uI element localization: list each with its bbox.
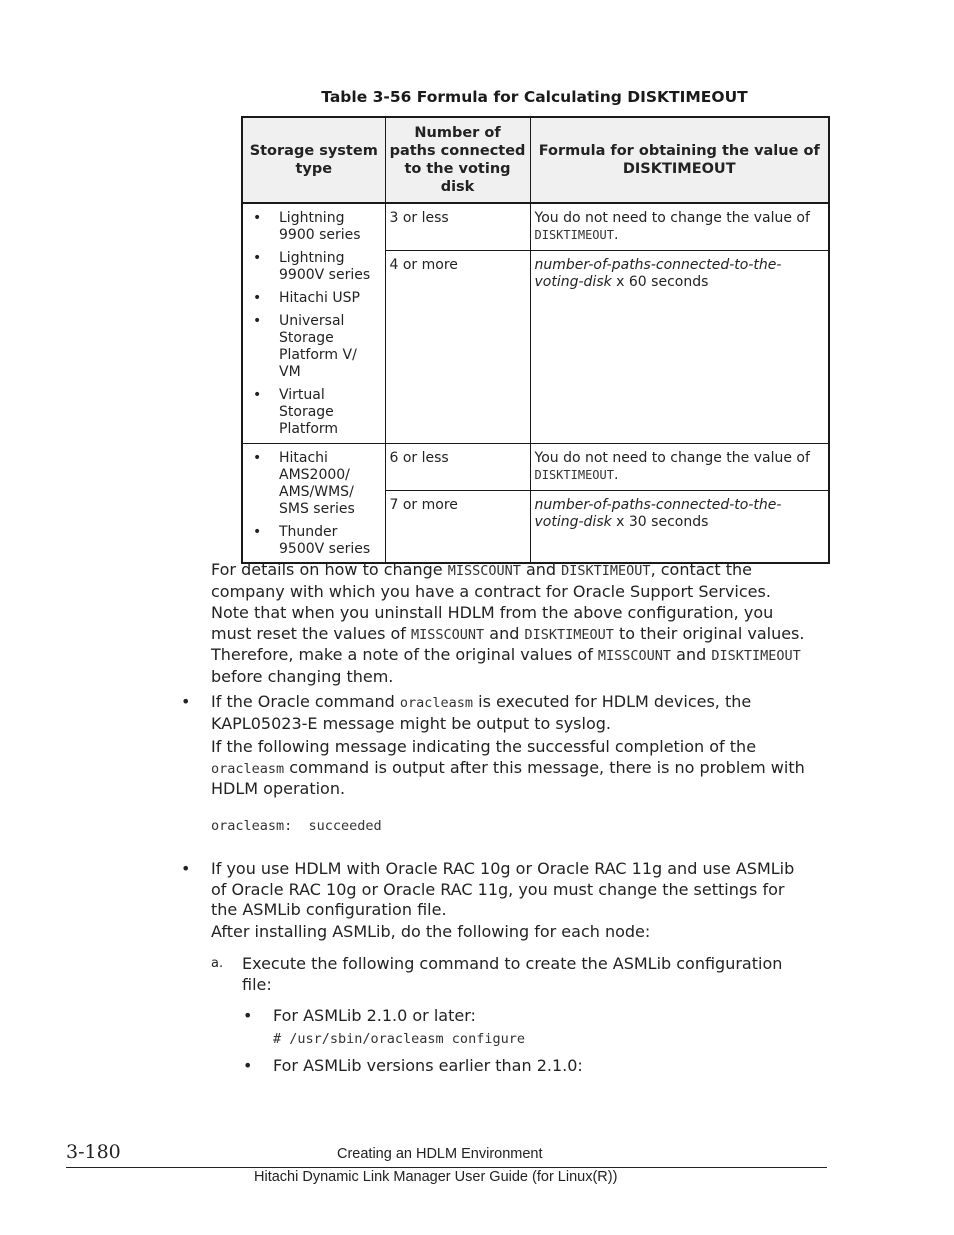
formula-end: . bbox=[613, 466, 619, 483]
bullet-marker: • bbox=[181, 692, 191, 711]
code-oracleasm: oracleasm bbox=[399, 695, 474, 711]
bullet-marker: • bbox=[181, 859, 191, 878]
disktimeout-formula-table bbox=[241, 116, 830, 564]
text: before changing them. bbox=[211, 666, 394, 686]
footer-title: Hitachi Dynamic Link Manager User Guide (for Linux(R)) bbox=[254, 1169, 618, 1185]
text: Note that when you uninstall HDLM from the above configuration, you must reset the values of bbox=[211, 603, 774, 643]
paths-cell: 6 or less bbox=[385, 443, 530, 490]
text: After installing ASMLib, do the following for each node: bbox=[211, 922, 651, 941]
storage-types-cell bbox=[242, 203, 385, 443]
text: and bbox=[671, 645, 712, 664]
text: to their original values. Therefore, make a note of the original values of bbox=[211, 623, 805, 664]
formula-text: x 60 seconds bbox=[611, 273, 709, 290]
list-item: • Lightning 9900 series bbox=[249, 210, 383, 244]
header-storage-type: Storage system type bbox=[242, 117, 385, 203]
code-oracleasm: oracleasm bbox=[211, 760, 285, 777]
paragraph-uninstall-note bbox=[211, 603, 811, 687]
code-disktimeout: DISKTIMEOUT bbox=[711, 648, 801, 664]
page-number: 3-180 bbox=[66, 1141, 121, 1163]
code-disktimeout: DISKTIMEOUT bbox=[561, 563, 651, 579]
table-row bbox=[242, 203, 829, 250]
text: command is output after this message, there is no problem with HDLM operation. bbox=[211, 757, 805, 798]
sub-bullet-asmlib-new bbox=[273, 1006, 813, 1027]
formula-text: You do not need to change the value of bbox=[534, 210, 810, 226]
formula-cell bbox=[530, 443, 829, 490]
storage-types-list bbox=[249, 210, 383, 438]
bullet-oracleasm bbox=[211, 692, 811, 734]
formula-cell bbox=[530, 203, 829, 250]
list-item: • Virtual Storage Platform bbox=[249, 387, 383, 438]
paths-cell: 4 or more bbox=[385, 250, 530, 443]
text: For ASMLib 2.1.0 or later: bbox=[273, 1006, 476, 1025]
sub-bullet-asmlib-old bbox=[273, 1056, 813, 1077]
bullet-asmlib bbox=[211, 859, 811, 921]
code-misscount: MISSCOUNT bbox=[447, 563, 521, 579]
footer-divider bbox=[66, 1167, 827, 1168]
table-caption: Table 3-56 Formula for Calculating DISKTIMEOUT bbox=[321, 88, 748, 106]
text: and bbox=[484, 623, 525, 643]
paragraph-success-message bbox=[211, 737, 811, 800]
text: For details on how to change bbox=[211, 560, 448, 579]
formula-text: You do not need to change the value of bbox=[534, 449, 810, 466]
text: If the Oracle command bbox=[211, 692, 400, 711]
text: Execute the following command to create the ASMLib configuration file: bbox=[242, 954, 783, 994]
code-block-succeeded: oracleasm: succeeded bbox=[211, 818, 382, 834]
formula-text: x 30 seconds bbox=[611, 513, 709, 530]
footer-section: Creating an HDLM Environment bbox=[337, 1146, 543, 1162]
list-item: • Hitachi USP bbox=[249, 290, 383, 307]
paths-cell: 7 or more bbox=[385, 490, 530, 562]
text: , contact the company with which you have a contract for Oracle Support Services. bbox=[211, 560, 771, 601]
header-formula: Formula for obtaining the value of DISKTIMEOUT bbox=[530, 117, 829, 203]
step-label: a. bbox=[211, 956, 224, 971]
list-item: • Universal Storage Platform V/ VM bbox=[249, 313, 383, 381]
paragraph-after-install bbox=[211, 922, 811, 943]
storage-types-list bbox=[249, 450, 383, 558]
formula-variable: number-of-paths-connected-to-the-voting-disk bbox=[534, 496, 782, 530]
text: For ASMLib versions earlier than 2.1.0: bbox=[273, 1056, 583, 1075]
formula-variable: number-of-paths-connected-to-the-voting-disk bbox=[534, 256, 782, 290]
list-item: • Lightning 9900V series bbox=[249, 250, 383, 284]
text: If you use HDLM with Oracle RAC 10g or Oracle RAC 11g and use ASMLib of Oracle RAC 10g or Oracle RAC 11g, you must change the settings for the ASMLib configuration file. bbox=[211, 859, 795, 919]
code-misscount: MISSCOUNT bbox=[411, 626, 485, 643]
code-disktimeout: DISKTIMEOUT bbox=[524, 626, 614, 643]
formula-cell bbox=[530, 490, 829, 562]
table-header-row bbox=[242, 117, 829, 203]
formula-cell bbox=[530, 250, 829, 443]
list-item: • Thunder 9500V series bbox=[249, 524, 383, 558]
text: and bbox=[520, 560, 562, 579]
paths-cell: 3 or less bbox=[385, 203, 530, 250]
paragraph-contact bbox=[211, 560, 811, 602]
formula-end: . bbox=[613, 227, 619, 243]
bullet-marker: • bbox=[243, 1006, 253, 1025]
header-paths: Number of paths connected to the voting disk bbox=[385, 117, 530, 203]
table-row bbox=[242, 443, 829, 490]
text: If the following message indicating the successful completion of the bbox=[211, 737, 757, 756]
code-block-configure: # /usr/sbin/oracleasm configure bbox=[273, 1031, 525, 1047]
code-misscount: MISSCOUNT bbox=[597, 648, 672, 664]
storage-types-cell bbox=[242, 443, 385, 563]
step-a bbox=[242, 954, 812, 995]
formula-code: DISKTIMEOUT bbox=[534, 467, 614, 482]
bullet-marker: • bbox=[243, 1056, 253, 1075]
text: is executed for HDLM devices, the KAPL05023-E message might be output to syslog. bbox=[211, 692, 752, 733]
formula-code: DISKTIMEOUT bbox=[534, 228, 614, 242]
list-item: • Hitachi AMS2000/ AMS/WMS/ SMS series bbox=[249, 450, 383, 518]
